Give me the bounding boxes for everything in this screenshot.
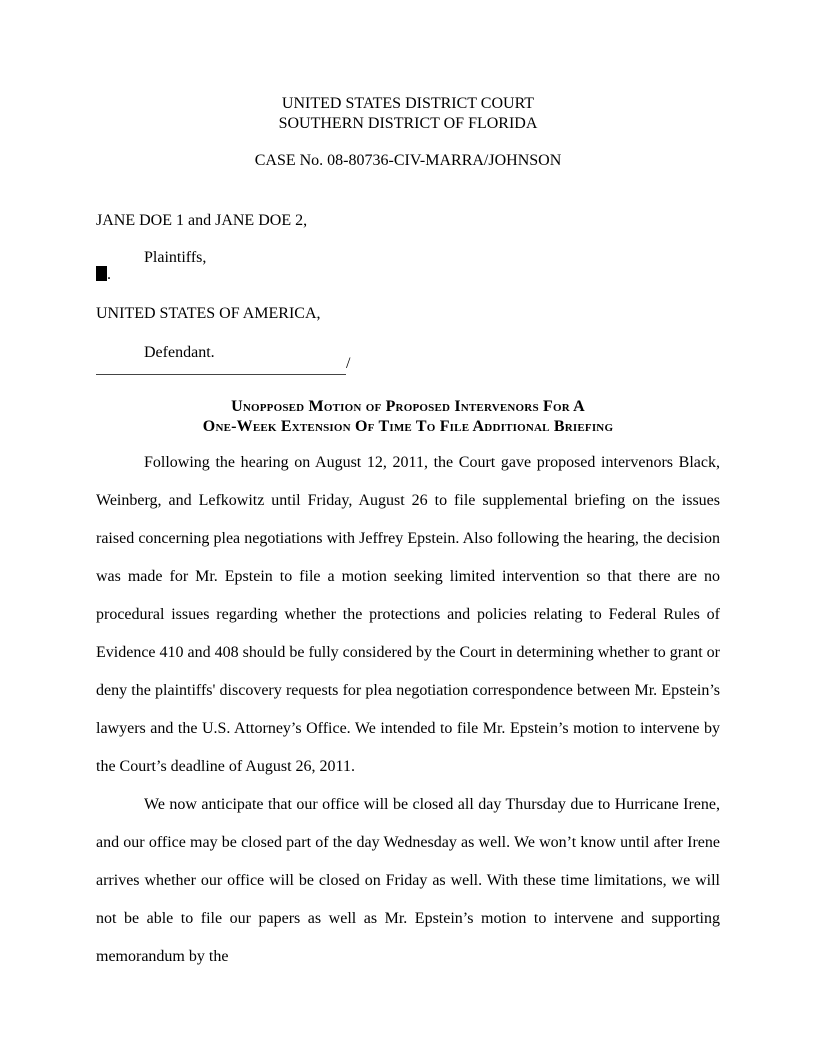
motion-title (96, 397, 720, 437)
versus-period: . (107, 266, 111, 283)
case-number: CASE No. 08-80736-CIV-MARRA/JOHNSON (254, 152, 562, 169)
caption-plaintiff-names: JANE DOE 1 and JANE DOE 2, (96, 212, 308, 229)
caption-versus-line (96, 266, 720, 284)
court-name-line2: SOUTHERN DISTRICT OF FLORIDA (278, 115, 538, 132)
caption-plaintiff-designation: Plaintiffs, (144, 249, 207, 266)
motion-title-line2: One-Week Extension Of Time To File Additional Briefing (202, 418, 614, 435)
versus-redaction-box (96, 266, 107, 281)
motion-title-line1: Unopposed Motion of Proposed Intervenors For A (231, 398, 585, 415)
motion-body (96, 444, 720, 976)
caption-separator-rule (96, 355, 346, 375)
court-header (96, 94, 720, 134)
caption-defendant-name: UNITED STATES OF AMERICA, (96, 305, 321, 322)
caption-separator-slash: / (346, 355, 351, 372)
caption-defendant-designation: Defendant. (144, 344, 215, 361)
body-paragraph-1: Following the hearing on August 12, 2011, the Court gave proposed intervenors Black, Weinberg, and Lefkowitz until Friday, August 26 to file supplemental briefing on the issues raised concerning plea negotiations with Jeffrey Epstein. Also following the hearing, the decision was made for Mr. Epstein to file a motion seeking limited intervention so that there are no procedural issues regarding whether the protections and policies relating to Federal Rules of Evidence 410 and 408 should be fully considered by the Court in determining whether to grant or deny the plaintiffs' discovery requests for plea negotiation correspondence between Mr. Epstein’s lawyers and the U.S. Attorney’s Office. We intended to file Mr. Epstein’s motion to intervene by the Court’s deadline of August 26, 2011. (96, 454, 720, 775)
body-paragraph-2: We now anticipate that our office will be closed all day Thursday due to Hurricane Irene, and our office may be closed part of the day Wednesday as well. We won’t know until after Irene arrives whether our office will be closed on Friday as well. With these time limitations, we will not be able to file our papers as well as Mr. Epstein’s motion to intervene and supporting memorandum by the (96, 796, 720, 965)
caption-separator-line (96, 353, 720, 373)
court-name-line1: UNITED STATES DISTRICT COURT (281, 95, 535, 112)
